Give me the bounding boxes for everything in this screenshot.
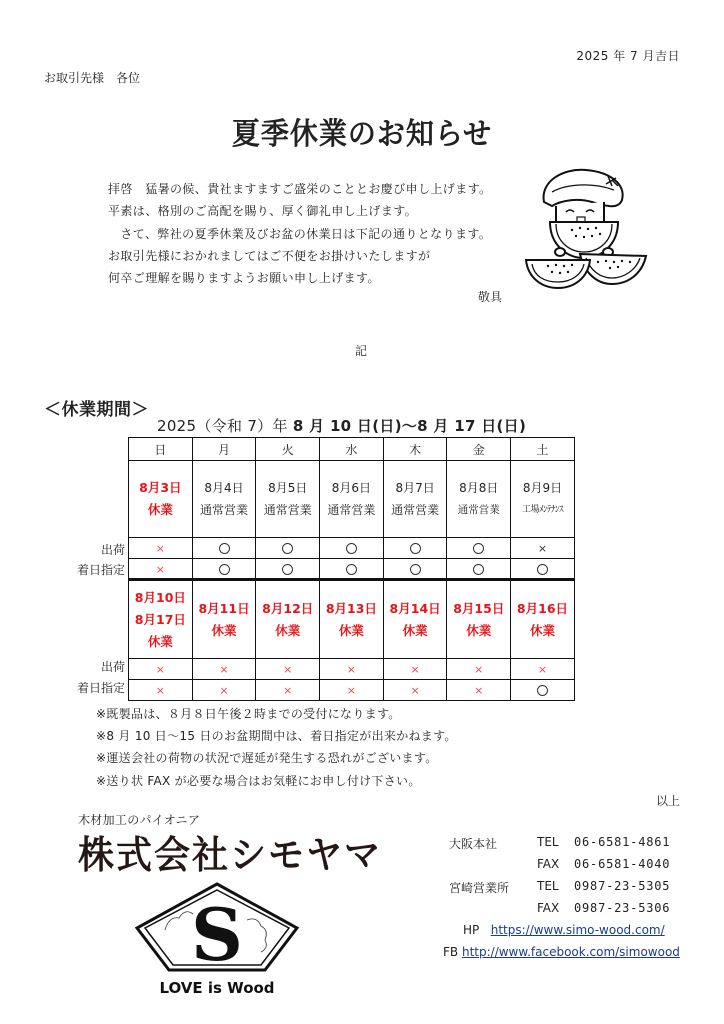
circle-mark (410, 564, 421, 575)
watermelon-child-icon (522, 162, 650, 292)
day-cell: 8月11日 休業 (192, 580, 256, 659)
weekday-fri: 金 (447, 438, 511, 461)
circle-mark (282, 543, 293, 554)
day-cell: 8月6日 通常営業 (320, 461, 384, 538)
note-item: ※既製品は、８月８日午後２時までの受付になります。 (96, 707, 401, 721)
day-cell: 8月13日 休業 (320, 580, 384, 659)
row-label-delivery: 着日指定 (76, 681, 125, 695)
day-cell: 8月16日 休業 (511, 580, 575, 659)
day-cell: 8月4日 通常営業 (192, 461, 256, 538)
cross-mark: × (474, 663, 484, 676)
shipping-cell (511, 538, 575, 559)
day-cell: 8月14日 休業 (383, 580, 447, 659)
diamond-s-logo-icon (135, 880, 300, 1000)
greeting-body (108, 178, 491, 289)
greeting-line: さて、弊社の夏季休業及びお盆の休業日は下記の通りとなります。 (108, 226, 492, 241)
company-tagline: 木材加工のパイオニア (78, 813, 201, 827)
delivery-cell (511, 559, 575, 580)
cross-mark: × (537, 542, 548, 555)
fax-label: FAX (537, 901, 560, 915)
delivery-cell (256, 559, 320, 580)
fax-number: 0987-23-5306 (574, 901, 671, 915)
period-range (157, 415, 526, 436)
week2-delivery-row (129, 680, 575, 701)
day-cell: 8月8日 通常営業 (447, 461, 511, 538)
ki-marker: 記 (355, 344, 368, 358)
shipping-cell (383, 538, 447, 559)
period-year: 2025（令和 7）年 (157, 417, 293, 435)
tel-label: TEL (537, 879, 559, 893)
hp-label: HP (463, 923, 480, 937)
week2-date-row (129, 580, 575, 659)
facebook-link[interactable]: http://www.facebook.com/simowood (461, 945, 680, 959)
closing-keigu: 敬具 (478, 290, 503, 304)
greeting-line: 拝啓 猛暑の候、貴社ますますご盛栄のこととお慶び申し上げます。 (108, 182, 492, 196)
weekday-thu: 木 (383, 438, 447, 461)
cross-mark: × (155, 562, 165, 576)
office-name: 宮崎営業所 (449, 881, 510, 895)
weekday-sat: 土 (511, 438, 575, 461)
cross-mark: × (537, 663, 548, 676)
greeting-line: 何卒ご理解を賜りますようお願い申し上げます。 (108, 271, 380, 286)
row-label-delivery: 着日指定 (76, 563, 125, 577)
holiday-schedule-table (128, 437, 575, 701)
svg-text:S: S (191, 892, 243, 977)
homepage-link[interactable]: https://www.simo-wood.com/ (490, 923, 665, 937)
notes-list (96, 703, 457, 792)
phone-number[interactable]: 06-6581-4861 (574, 835, 671, 849)
fb-label: FB (443, 945, 459, 959)
delivery-cell (447, 559, 511, 580)
cross-mark: × (283, 663, 293, 676)
delivery-cell (320, 559, 384, 580)
note-item: ※運送会社の荷物の状況で遅延が発生する恐れがございます。 (96, 751, 438, 766)
closing-ijou: 以上 (655, 794, 680, 808)
circle-mark (219, 564, 230, 575)
circle-mark (537, 685, 548, 696)
day-cell: 8月15日 休業 (447, 580, 511, 659)
shipping-cell (320, 538, 384, 559)
delivery-cell (192, 559, 256, 580)
company-name: 株式会社シモヤマ (78, 834, 383, 878)
period-heading: ＜休業期間＞ (44, 400, 149, 420)
day-cell: 8月7日 通常営業 (383, 461, 447, 538)
cross-mark: × (283, 684, 293, 697)
period-dates: 8 月 10 日(日)～8 月 17 日(日) (292, 417, 527, 435)
week2-shipping-row (129, 659, 575, 680)
shipping-cell (192, 538, 256, 559)
cross-mark: × (410, 684, 420, 697)
day-cell: 8月5日 通常営業 (256, 461, 320, 538)
cross-mark: × (219, 663, 229, 676)
fax-label: FAX (537, 857, 560, 871)
cross-mark: × (410, 663, 420, 676)
circle-mark (473, 564, 484, 575)
homepage-row (463, 923, 665, 937)
shipping-cell (447, 538, 511, 559)
delivery-cell (383, 559, 447, 580)
circle-mark (219, 543, 230, 554)
facebook-row (443, 945, 680, 959)
circle-mark (282, 564, 293, 575)
week1-delivery-row (129, 559, 575, 580)
tel-label: TEL (537, 835, 559, 849)
cross-mark: × (219, 684, 229, 697)
shipping-cell (256, 538, 320, 559)
cross-mark: × (155, 542, 165, 555)
circle-mark (473, 543, 484, 554)
shipping-cell (129, 538, 193, 559)
weekday-mon: 月 (192, 438, 256, 461)
page-title: 夏季休業のお知らせ (231, 115, 493, 152)
delivery-cell (129, 559, 193, 580)
greeting-line: お取引先様におかれましてはご不便をお掛けいたしますが (108, 248, 431, 263)
note-item: ※送り状 FAX が必要な場合はお気軽にお申し付け下さい。 (96, 773, 421, 788)
week1-shipping-row (129, 538, 575, 559)
row-label-shipping: 出荷 (100, 543, 125, 557)
cross-mark: × (155, 684, 165, 697)
company-logo (135, 880, 300, 1000)
office-name: 大阪本社 (449, 837, 498, 851)
day-cell: 8月12日 休業 (256, 580, 320, 659)
weekday-sun: 日 (129, 438, 193, 461)
row-label-shipping: 出荷 (100, 660, 125, 674)
weekday-wed: 水 (320, 438, 384, 461)
circle-mark (410, 543, 421, 554)
document-date: 2025 年 7 月吉日 (576, 49, 680, 63)
circle-mark (537, 564, 548, 575)
weekday-tue: 火 (256, 438, 320, 461)
weekday-header-row (129, 438, 575, 461)
day-cell: 8月3日 休業 (129, 461, 193, 538)
cross-mark: × (346, 663, 357, 676)
note-item: ※8 月 10 日～15 日のお盆期間中は、着日指定が出来かねます。 (96, 729, 457, 744)
addressee: お取引先様 各位 (44, 71, 141, 85)
fax-number: 06-6581-4040 (574, 857, 671, 871)
day-cell: 8月10日 8月17日 休業 (129, 580, 193, 659)
logo-slogan: LOVE is Wood (159, 979, 275, 997)
greeting-line: 平素は、格別のご高配を賜り、厚く御礼申し上げます。 (108, 204, 418, 219)
circle-mark (346, 543, 357, 554)
cross-mark: × (474, 684, 484, 697)
circle-mark (346, 564, 357, 575)
phone-number[interactable]: 0987-23-5305 (574, 879, 671, 893)
cross-mark: × (346, 684, 357, 697)
day-cell: 8月9日 工場ﾒﾝﾃﾅﾝｽ (511, 461, 575, 538)
cross-mark: × (155, 663, 165, 676)
week1-date-row (129, 461, 575, 538)
